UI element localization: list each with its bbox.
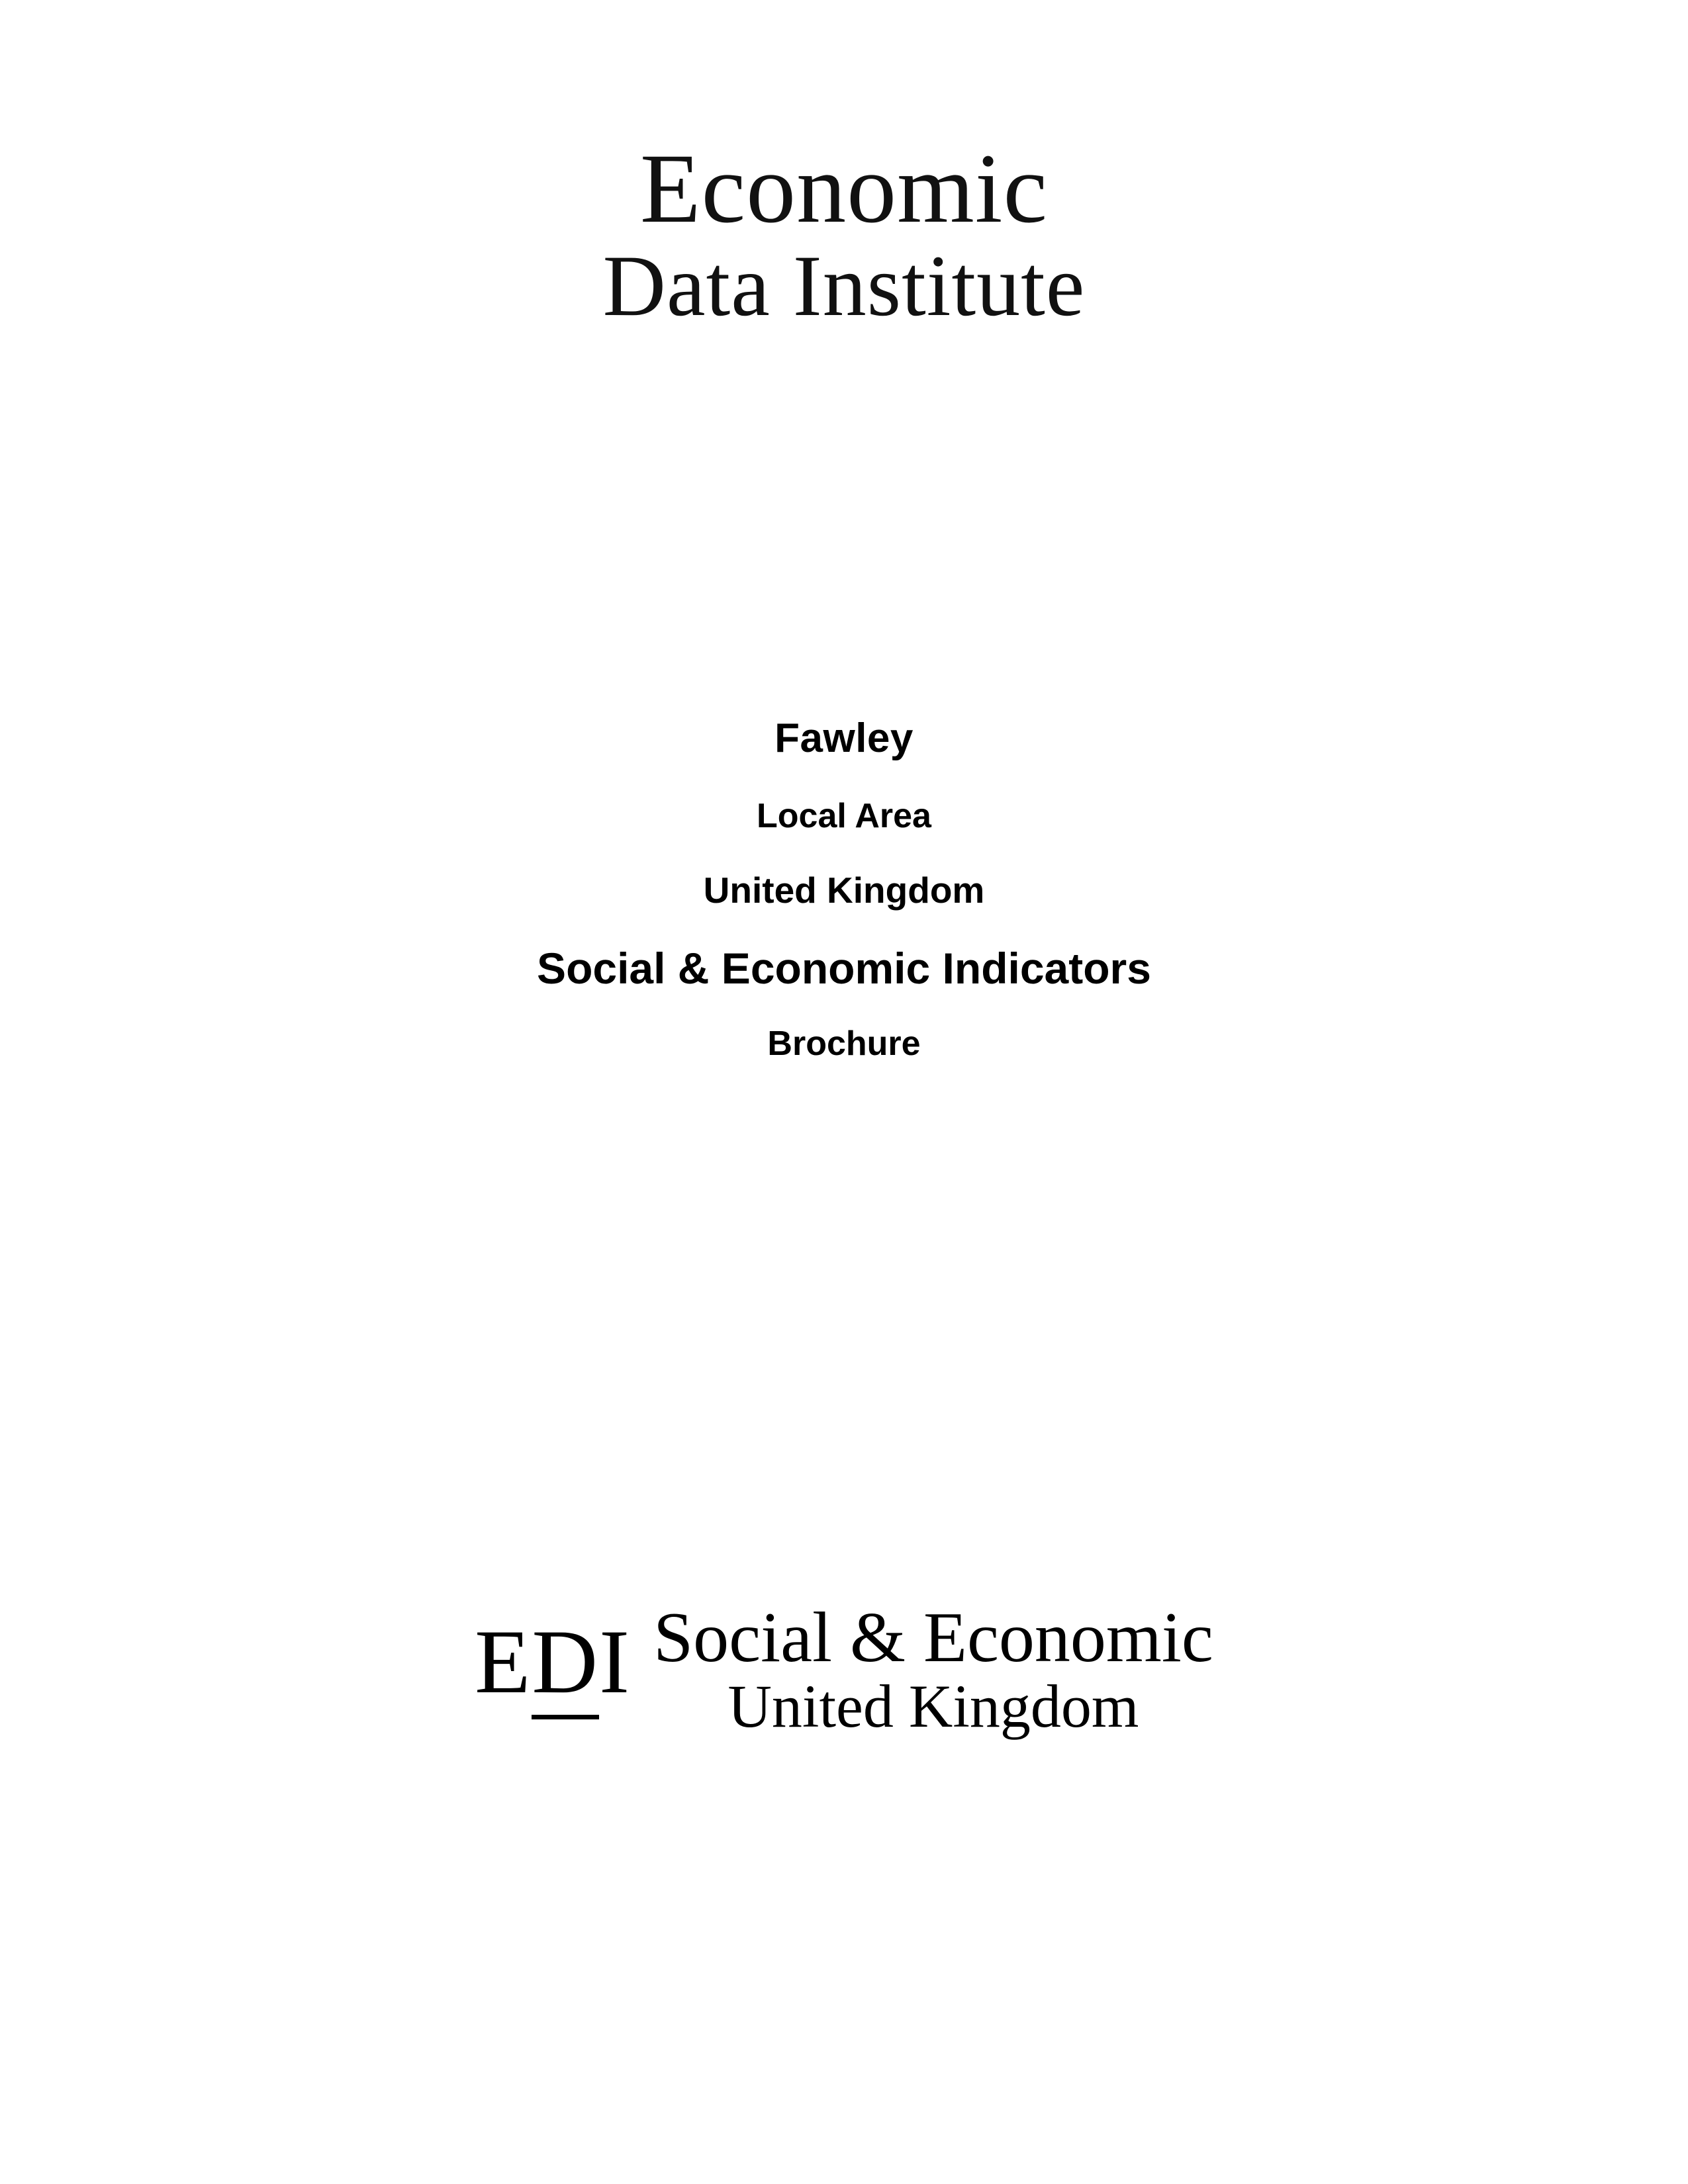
edi-monogram — [475, 1611, 653, 1712]
masthead-line-1: Economic — [639, 134, 1049, 244]
area-type-label: Local Area — [757, 797, 931, 835]
masthead-line-2: Data Institute — [602, 237, 1086, 334]
country-label: United Kingdom — [703, 870, 985, 911]
edi-letter-d: D — [532, 1611, 599, 1719]
edi-wordmark — [653, 1598, 1213, 1741]
publisher-masthead — [0, 134, 1688, 334]
edi-footer-logo — [0, 1598, 1688, 1741]
page-title: Fawley — [774, 715, 914, 761]
series-title: Social & Economic Indicators — [537, 944, 1151, 993]
edi-wordmark-line-2: United Kingdom — [727, 1672, 1139, 1741]
edi-wordmark-line-1: Social & Economic — [653, 1598, 1213, 1677]
cover-title-block — [0, 715, 1688, 1064]
edi-letter-i: I — [599, 1611, 632, 1712]
document-kind-label: Brochure — [767, 1024, 921, 1063]
edi-letter-e: E — [475, 1611, 532, 1712]
